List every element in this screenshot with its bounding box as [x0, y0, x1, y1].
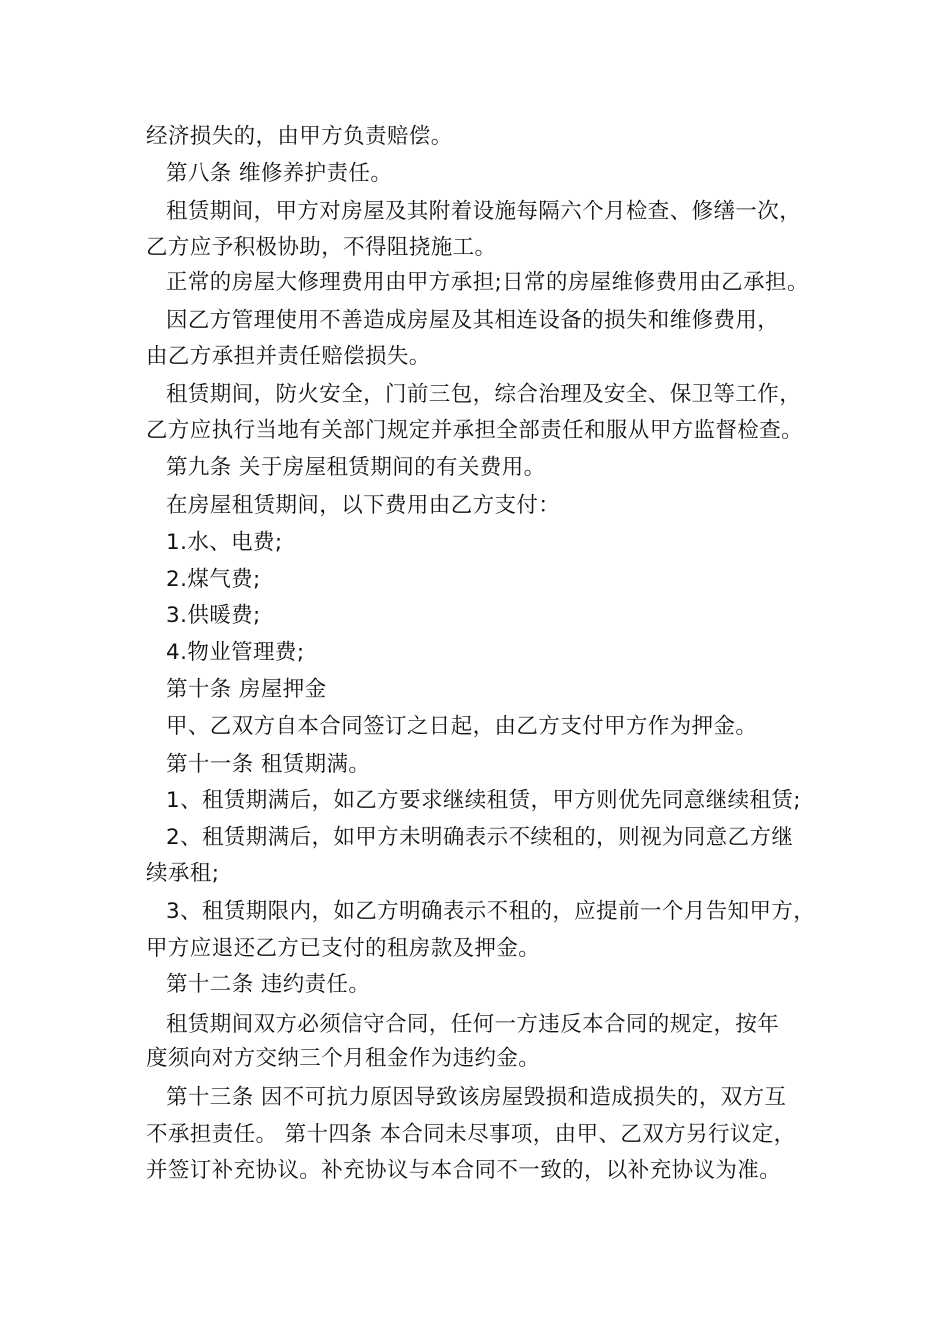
article-10-heading: 第十条 房屋押金	[166, 677, 327, 702]
text-line: 度须向对方交纳三个月租金作为违约金。	[146, 1046, 541, 1071]
text-line: 甲方应退还乙方已支付的租房款及押金。	[146, 936, 541, 961]
text-line: 续承租;	[146, 861, 220, 886]
list-item: 1、租赁期满后，如乙方要求继续租赁，甲方则优先同意继续租赁;	[166, 788, 801, 813]
text-line: 因乙方管理使用不善造成房屋及其相连设备的损失和维修费用，	[166, 308, 780, 333]
list-item: 2、租赁期满后，如甲方未明确表示不续租的，则视为同意乙方继	[166, 825, 794, 850]
list-item: 2.煤气费;	[166, 567, 261, 592]
list-item: 1.水、电费;	[166, 530, 283, 555]
text-line: 乙方应执行当地有关部门规定并承担全部责任和服从甲方监督检查。	[146, 418, 804, 443]
list-item: 4.物业管理费;	[166, 640, 305, 665]
text-line: 乙方应予积极协助，不得阻挠施工。	[146, 235, 497, 260]
article-11-heading: 第十一条 租赁期满。	[166, 752, 371, 777]
list-item: 3、租赁期限内，如乙方明确表示不租的，应提前一个月告知甲方，	[166, 899, 816, 924]
text-line: 由乙方承担并责任赔偿损失。	[146, 344, 431, 369]
text-line: 正常的房屋大修理费用由甲方承担;日常的房屋维修费用由乙承担。	[166, 270, 809, 295]
article-13-text: 第十三条 因不可抗力原因导致该房屋毁损和造成损失的，双方互	[166, 1085, 787, 1110]
text-line: 不承担责任。 第十四条 本合同未尽事项，由甲、乙双方另行议定，	[146, 1122, 796, 1147]
list-item: 3.供暖费;	[166, 603, 261, 628]
text-line: 在房屋租赁期间，以下费用由乙方支付：	[166, 493, 561, 518]
text-line: 并签订补充协议。补充协议与本合同不一致的，以补充协议为准。	[146, 1158, 782, 1183]
text-line: 甲、乙双方自本合同签订之日起，由乙方支付甲方作为押金。	[166, 714, 758, 739]
text-line: 经济损失的，由甲方负责赔偿。	[146, 124, 453, 149]
text-line: 租赁期间，甲方对房屋及其附着设施每隔六个月检查、修缮一次，	[166, 199, 802, 224]
text-line: 租赁期间，防火安全，门前三包，综合治理及安全、保卫等工作，	[166, 382, 802, 407]
article-9-heading: 第九条 关于房屋租赁期间的有关费用。	[166, 455, 546, 480]
article-12-heading: 第十二条 违约责任。	[166, 972, 371, 997]
text-line: 租赁期间双方必须信守合同，任何一方违反本合同的规定，按年	[166, 1012, 780, 1037]
article-8-heading: 第八条 维修养护责任。	[166, 161, 393, 186]
